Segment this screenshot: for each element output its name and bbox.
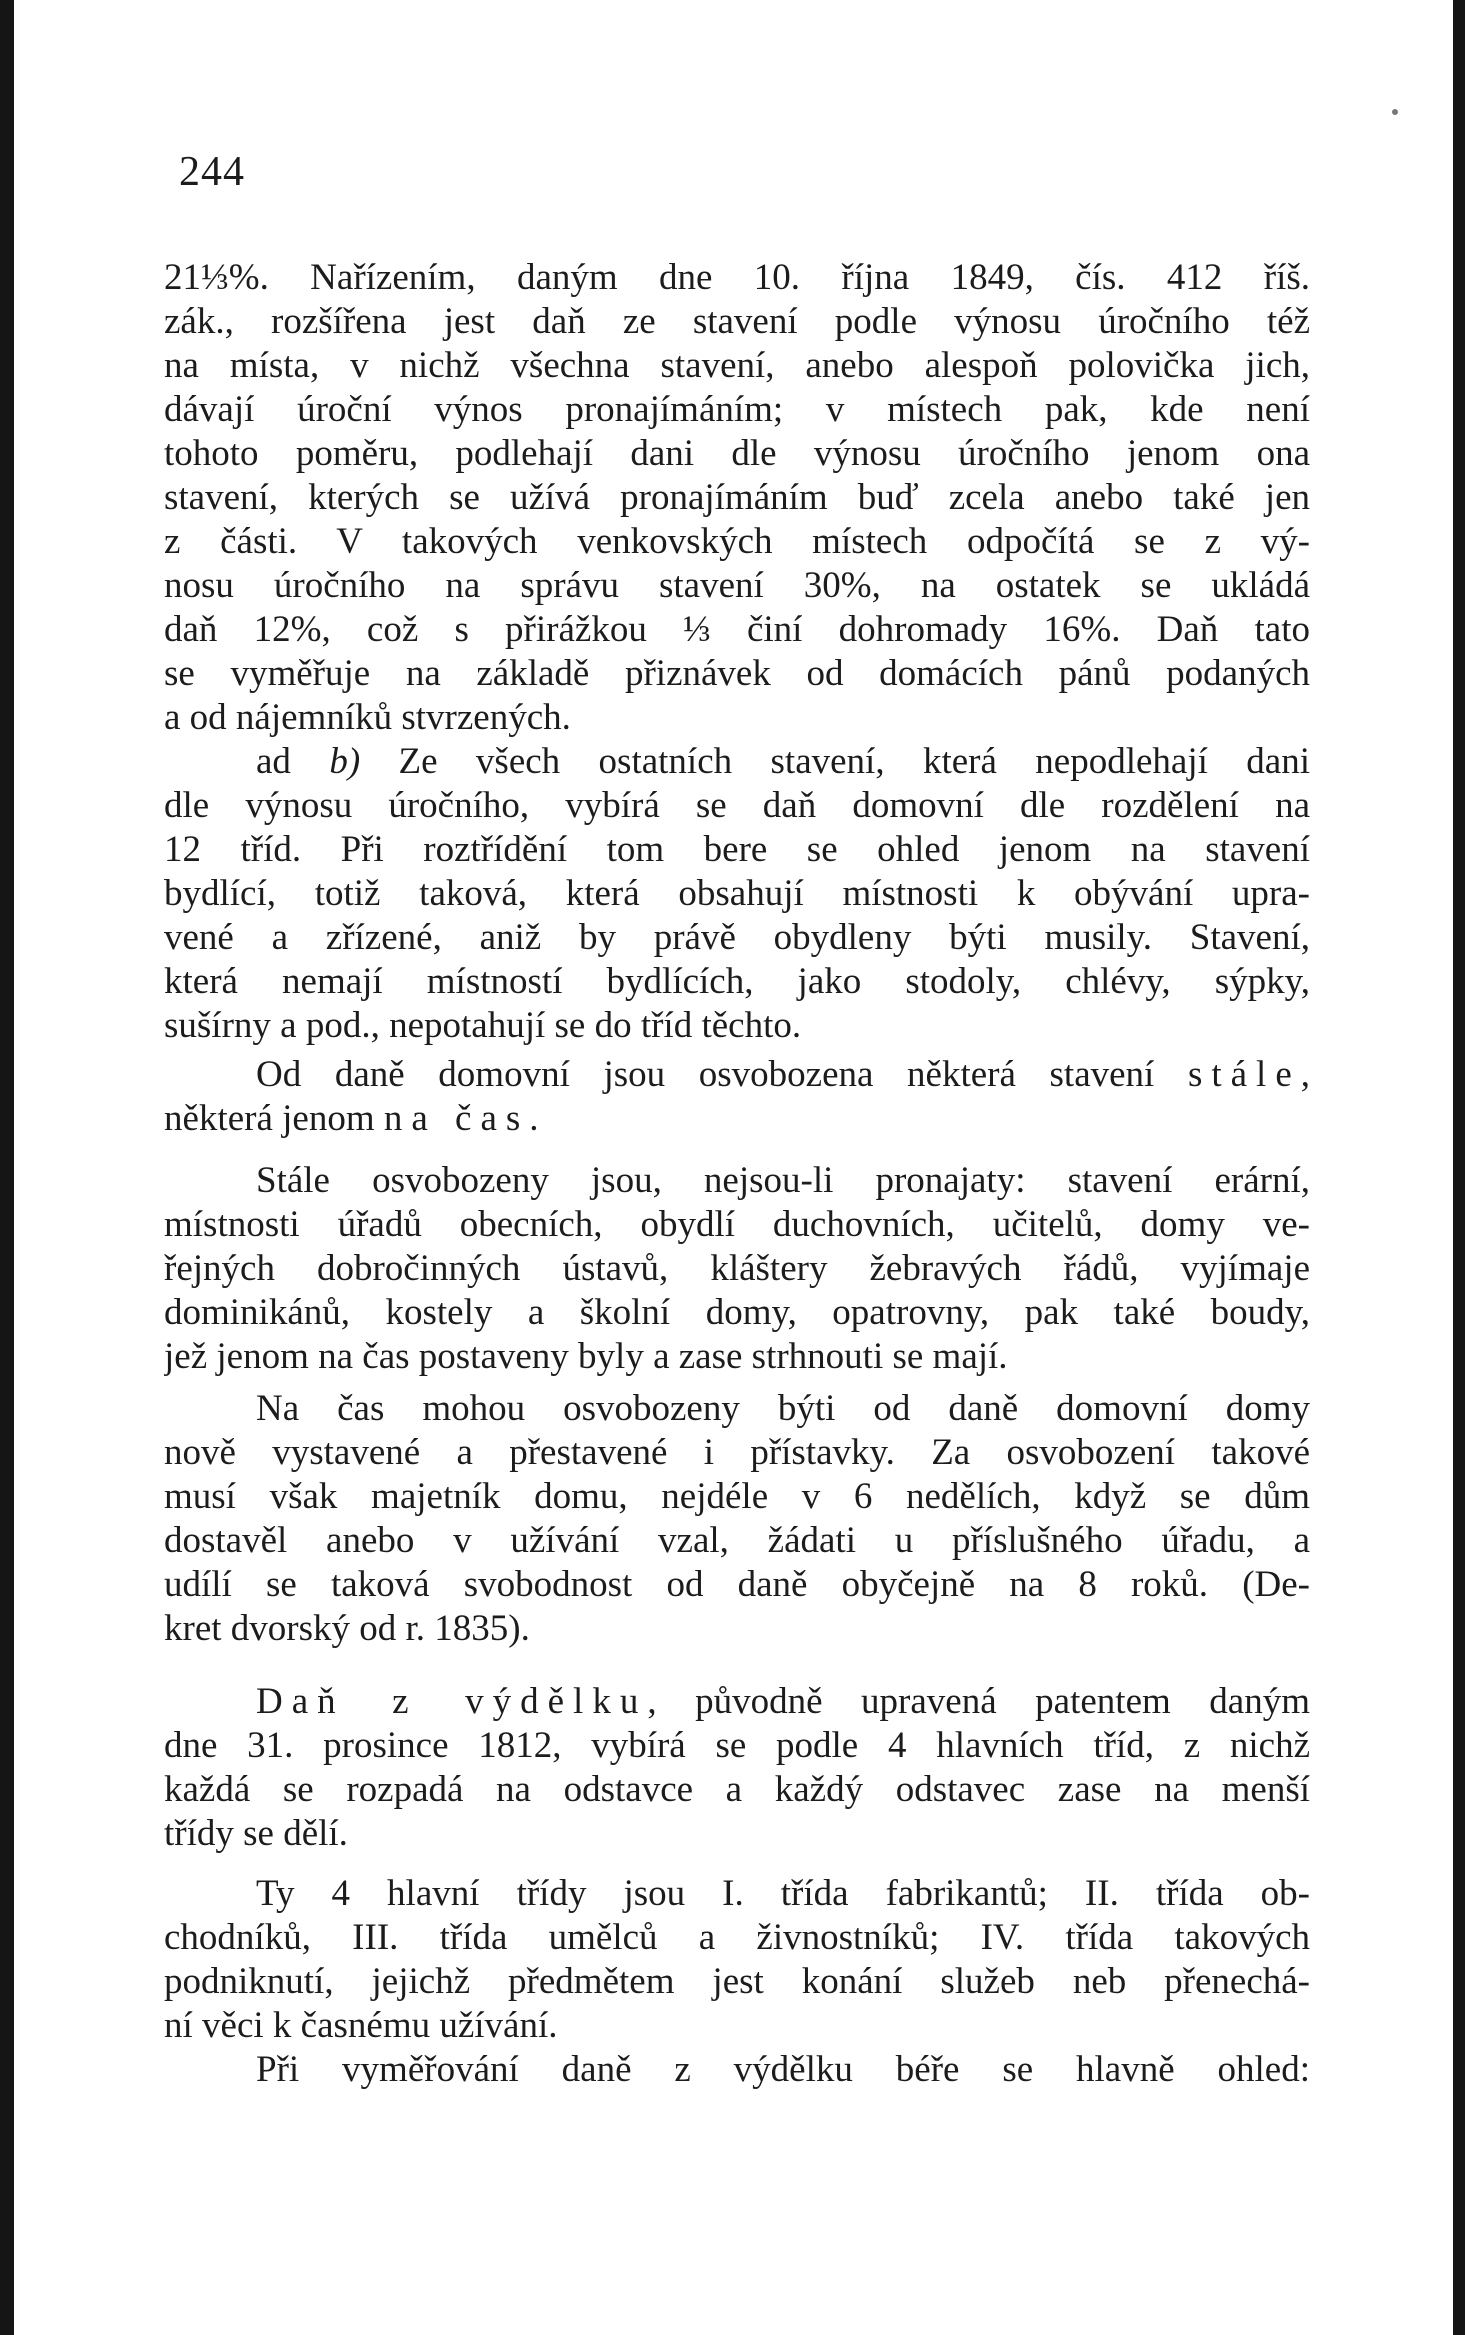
text-line: 21⅓%. Nařízením, daným dne 10. října 1849, čís. 412 říš. (164, 257, 1310, 298)
text-line: musí však majetník domu, nejdéle v 6 nedělích, když se dům (164, 1476, 1310, 1517)
text-line: Při vyměřování daně z výdělku béře se hlavně ohled: (256, 2049, 1310, 2090)
text-line: stavení, kterých se užívá pronajímáním buď zcela anebo také jen (164, 477, 1310, 518)
text-line: udílí se taková svobodnost od daně obyčejně na 8 roků. (De- (164, 1564, 1310, 1605)
text-line: zák., rozšířena jest daň ze stavení podle výnosu úročního též (164, 301, 1310, 342)
text-line: a od nájemníků stvrzených. (164, 697, 571, 738)
text-line: podniknutí, jejichž předmětem jest konání služeb neb přenechá- (164, 1961, 1310, 2002)
text-line (164, 1053, 1310, 1097)
text-line: chodníků, III. třída umělců a živnostníků; IV. třída takových (164, 1917, 1310, 1958)
text-line: dne 31. prosince 1812, vybírá se podle 4 hlavních tříd, z nichž (164, 1725, 1310, 1766)
emphasized-text: b) (329, 741, 361, 782)
text-line: dle výnosu úročního, vybírá se daň domovní dle rozdělení na (164, 785, 1310, 826)
text-line: dávají úroční výnos pronajímáním; v místech pak, kde není (164, 389, 1310, 430)
scan-border-left (0, 0, 14, 2335)
emphasized-text: na čas (383, 1098, 530, 1139)
paragraph (164, 1159, 1310, 1379)
text-segment: Ze všech ostatních stavení, která nepodlehají dani (360, 741, 1310, 782)
text-segment: Od daně domovní jsou osvobozena některá stavení (256, 1054, 1188, 1095)
page-number: 244 (179, 149, 245, 195)
text-line: daň 12%, což s přirážkou ⅓ činí dohromady 16%. Daň tato (164, 609, 1310, 650)
text-line: která nemají místností bydlících, jako stodoly, chlévy, sýpky, (164, 961, 1310, 1002)
text-line: vené a zřízené, aniž by právě obydleny býti musily. Stavení, (164, 917, 1310, 958)
paragraph (164, 2048, 1310, 2092)
paragraph (164, 1872, 1310, 2048)
paragraph (164, 1053, 1310, 1141)
paragraph (164, 256, 1310, 740)
text-line: každá se rozpadá na odstavce a každý odstavec zase na menší (164, 1769, 1310, 1810)
text-line: kret dvorský od r. 1835). (164, 1608, 530, 1649)
emphasized-text: stále (1187, 1054, 1301, 1095)
text-line: dominikánů, kostely a školní domy, opatrovny, pak také boudy, (164, 1292, 1310, 1333)
text-line: se vyměřuje na základě přiznávek od domácích pánů podaných (164, 653, 1310, 694)
text-line: Ty 4 hlavní třídy jsou I. třída fabrikantů; II. třída ob- (256, 1873, 1310, 1914)
text-line: ní věci k časnému užívání. (164, 2005, 558, 2046)
text-line: dostavěl anebo v užívání vzal, žádati u příslušného úřadu, a (164, 1520, 1310, 1561)
text-line: na místa, v nichž všechna stavení, anebo alespoň polovička jich, (164, 345, 1310, 386)
text-segment: , původně upravená patentem daným (647, 1681, 1310, 1722)
text-line (164, 740, 1310, 784)
text-segment: ad (256, 741, 330, 782)
text-line: nosu úročního na správu stavení 30%, na ostatek se ukládá (164, 565, 1310, 606)
text-line: tohoto poměru, podlehají dani dle výnosu úročního jenom ona (164, 433, 1310, 474)
text-line: 12 tříd. Při roztřídění tom bere se ohled jenom na stavení (164, 829, 1310, 870)
text-line: Na čas mohou osvobozeny býti od daně domovní domy (256, 1388, 1310, 1429)
text-line (164, 1097, 1310, 1141)
text-line: nově vystavené a přestavené i přístavky. Za osvobození takové (164, 1432, 1310, 1473)
text-line: místnosti úřadů obecních, obydlí duchovních, učitelů, domy ve- (164, 1204, 1310, 1245)
text-line: Stále osvobozeny jsou, nejsou-li pronajaty: stavení erární, (256, 1160, 1310, 1201)
text-line: z části. V takových venkovských místech odpočítá se z vý- (164, 521, 1310, 562)
paragraph (164, 740, 1310, 1048)
text-segment: . (529, 1098, 539, 1139)
emphasized-text: Daň z výdělku (256, 1681, 648, 1722)
scan-border-right (1453, 0, 1465, 2335)
text-line: sušírny a pod., nepotahují se do tříd těchto. (164, 1005, 802, 1046)
text-line: bydlící, totiž taková, která obsahují místnosti k obývání upra- (164, 873, 1310, 914)
text-line: řejných dobročinných ústavů, kláštery žebravých řádů, vyjímaje (164, 1248, 1310, 1289)
paragraph (164, 1680, 1310, 1856)
text-line (164, 1680, 1310, 1724)
text-line: jež jenom na čas postaveny byly a zase strhnouti se mají. (164, 1336, 1008, 1377)
paragraph (164, 1387, 1310, 1651)
text-segment: některá jenom (164, 1098, 384, 1139)
text-line: třídy se dělí. (164, 1813, 348, 1854)
scan-speck (1392, 109, 1398, 115)
text-segment: , (1300, 1054, 1310, 1095)
